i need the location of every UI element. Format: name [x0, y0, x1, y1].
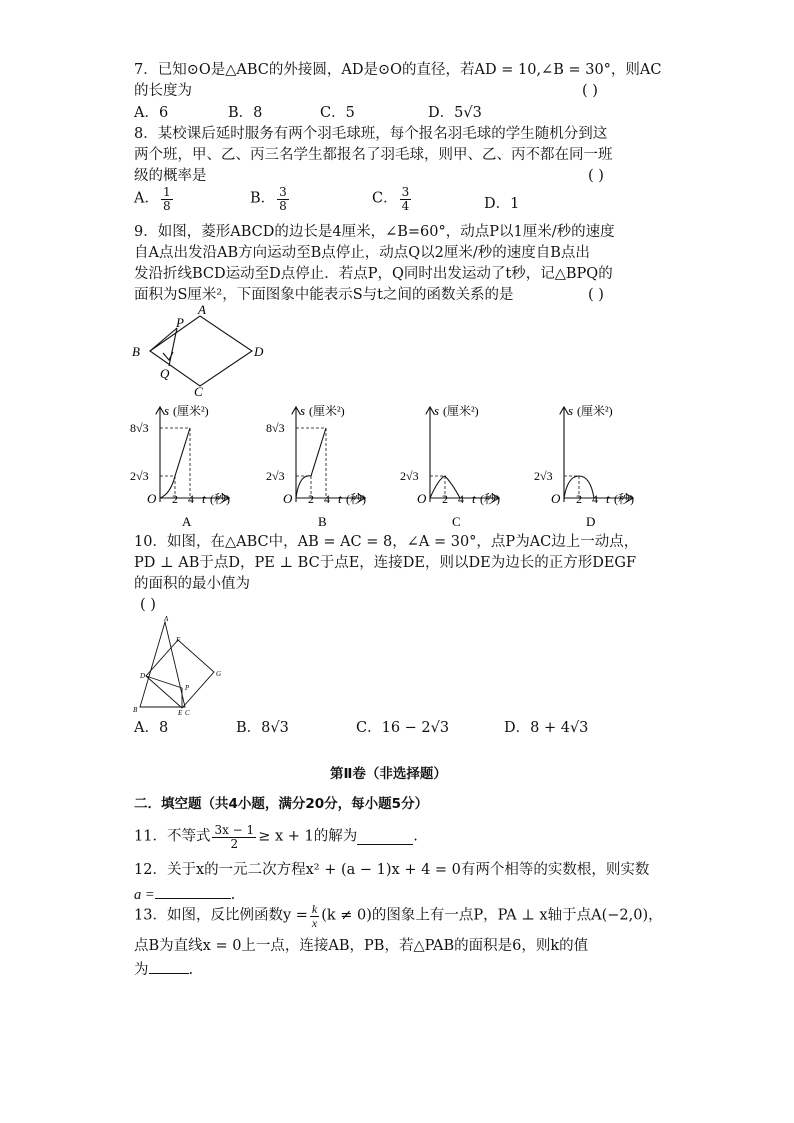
- q9-line4: 面积为S厘米²，下面图象中能表示S与t之间的函数关系的是: [134, 287, 514, 303]
- q9-line1: 9．如图，菱形ABCD的边长是4厘米，∠B=60°，动点P以1厘米/秒的速度: [134, 224, 615, 240]
- q11-denominator: 2: [230, 836, 239, 851]
- q8-a-denominator: 8: [162, 198, 171, 213]
- t-label: t: [472, 491, 476, 506]
- graph-c: [400, 403, 500, 529]
- option-label-c: C: [452, 514, 461, 529]
- q7-option-b: B．8: [228, 105, 263, 121]
- origin-label: O: [417, 491, 427, 506]
- section-heading: 二．填空题（共4小题，满分20分，每小题5分）: [134, 796, 429, 812]
- t-label: t: [338, 491, 342, 506]
- y-label-low: 2√3: [400, 469, 419, 483]
- option-label-b: B: [318, 514, 327, 529]
- q10-option-d: D．8 + 4√3: [504, 720, 589, 736]
- q8-option-b: B． $\frac{3}{8}$: [250, 185, 287, 213]
- label-d: D: [140, 672, 146, 680]
- q7-line1: 7．已知⊙O是△ABC的外接圆，AD是⊙O的直径，若AD = 10,∠B = 30°，则AC: [134, 62, 662, 78]
- label-a: A: [164, 615, 169, 623]
- q11-answer-blank: [357, 830, 413, 845]
- t-unit: (秒): [346, 492, 366, 506]
- y-label-high: 8√3: [130, 421, 149, 435]
- tick-4: 4: [458, 492, 464, 506]
- tick-4: 4: [592, 492, 598, 506]
- q10-option-c: C．16 − 2√3: [356, 720, 450, 736]
- y-label-high: 8√3: [266, 421, 285, 435]
- origin-label: O: [283, 491, 293, 506]
- q8-b-numerator: 3: [279, 185, 287, 199]
- label-p: P: [185, 684, 190, 692]
- s-unit: (厘米²): [577, 404, 613, 418]
- q11: 11．不等式 $\frac{3x - 1}{2}$ ≥ x + 1的解为 .: [134, 823, 418, 851]
- q11-numerator: 3x − 1: [214, 823, 255, 837]
- t-unit: (秒): [210, 492, 230, 506]
- graph-d: [534, 403, 634, 529]
- q7-option-a: A．6: [134, 105, 169, 121]
- q10-triangle-figure: [128, 614, 228, 718]
- tick-2: 2: [442, 492, 448, 506]
- q12-line2: a = .: [134, 884, 235, 904]
- q10-line1: 10．如图，在△ABC中，AB = AC = 8，∠A = 30°，点P为AC边上一动点，: [134, 534, 639, 550]
- q13-line2: 点B为直线x = 0上一点，连接AB，PB，若△PAB的面积是6，则k的值: [134, 938, 589, 954]
- label-p: P: [176, 315, 184, 330]
- y-label-low: 2√3: [130, 469, 149, 483]
- s-unit: (厘米²): [173, 404, 209, 418]
- s-label: s: [434, 403, 440, 418]
- q9-line2: 自A点出发沿AB方向运动至B点停止，动点Q以2厘米/秒的速度自B点出: [134, 245, 590, 261]
- t-label: t: [202, 491, 206, 506]
- q13-answer-blank: [149, 959, 189, 974]
- s-label: s: [568, 403, 574, 418]
- q9-line3: 发沿折线BCD运动至D点停止．若点P，Q同时出发运动了t秒，记△BPQ的: [134, 266, 613, 282]
- q10-line3: 的面积的最小值为: [134, 576, 250, 592]
- q9-graphs: [128, 400, 658, 532]
- t-unit: (秒): [480, 492, 500, 506]
- label-g: G: [216, 670, 222, 678]
- q8-a-numerator: 1: [162, 185, 171, 199]
- label-a: A: [198, 302, 206, 317]
- label-c: C: [185, 709, 190, 717]
- s-unit: (厘米²): [309, 404, 345, 418]
- q8-option-c: C． $\frac{3}{4}$: [372, 185, 410, 213]
- label-e: E: [178, 709, 183, 717]
- q8-option-a: A． $\frac{1}{8}$: [134, 185, 171, 213]
- label-d: D: [254, 344, 264, 359]
- origin-label: O: [147, 491, 157, 506]
- label-q: Q: [160, 366, 170, 381]
- q8-option-d: D．1: [484, 196, 520, 212]
- q10-answer-paren: ( ): [140, 597, 156, 613]
- graph-a: [130, 403, 230, 529]
- option-label-a: A: [182, 514, 192, 529]
- q8-c-numerator: 3: [401, 185, 410, 199]
- label-f: F: [176, 636, 181, 644]
- q8-line2: 两个班，甲、乙、丙三名学生都报名了羽毛球，则甲、乙、丙不都在同一班: [134, 147, 613, 163]
- t-unit: (秒): [614, 492, 634, 506]
- q10-line2: PD ⊥ AB于点D，PE ⊥ BC于点E，连接DE，则以DE为边长的正方形DEGF: [134, 555, 637, 571]
- q12-answer-blank: [155, 884, 231, 899]
- q7-line2: 的长度为: [134, 83, 192, 99]
- tick-4: 4: [324, 492, 330, 506]
- q9-answer-paren: ( ): [588, 287, 604, 303]
- q8-line3: 级的概率是: [134, 168, 207, 184]
- tick-2: 2: [172, 492, 178, 506]
- q13-line1: 13．如图，反比例函数y = $\frac{k}{x}$ (k ≠ 0)的图象上有一点P，PA ⊥ x轴于点A(−2,0)，: [134, 902, 663, 930]
- s-label: s: [300, 403, 306, 418]
- q13-denominator: x: [311, 915, 318, 930]
- origin-label: O: [551, 491, 561, 506]
- label-c: C: [194, 384, 203, 399]
- s-label: s: [164, 403, 170, 418]
- tick-4: 4: [188, 492, 194, 506]
- square-degf: [146, 640, 214, 708]
- segment-pd: [146, 676, 182, 688]
- y-label-low: 2√3: [266, 469, 285, 483]
- q13-numerator: k: [311, 902, 318, 916]
- q10-option-b: B．8√3: [236, 720, 289, 736]
- label-b: B: [133, 706, 138, 714]
- section-title: 第Ⅱ卷（非选择题）: [330, 766, 447, 782]
- label-b: B: [132, 344, 140, 359]
- tick-2: 2: [308, 492, 314, 506]
- t-label: t: [606, 491, 610, 506]
- triangle-abc: [140, 622, 185, 707]
- q8-line1: 8．某校课后延时服务有两个羽毛球班，每个报名羽毛球的学生随机分到这: [134, 126, 608, 142]
- option-label-d: D: [586, 514, 596, 529]
- q8-c-denominator: 4: [401, 198, 410, 213]
- q10-option-a: A．8: [134, 720, 169, 736]
- q7-answer-paren: ( ): [582, 83, 598, 99]
- graph-b: [266, 403, 366, 529]
- q8-b-denominator: 8: [279, 198, 287, 213]
- q7-option-c: C．5: [320, 105, 355, 121]
- q12-line1: 12．关于x的一元二次方程x² + (a − 1)x + 4 = 0有两个相等的实数根，则实数: [134, 862, 650, 878]
- q8-answer-paren: ( ): [588, 168, 604, 184]
- q9-rhombus-figure: [128, 300, 268, 400]
- tick-2: 2: [576, 492, 582, 506]
- q13-line3: 为 .: [134, 959, 193, 979]
- q7-option-d: D．5√3: [428, 105, 482, 121]
- y-label-low: 2√3: [534, 469, 553, 483]
- s-unit: (厘米²): [443, 404, 479, 418]
